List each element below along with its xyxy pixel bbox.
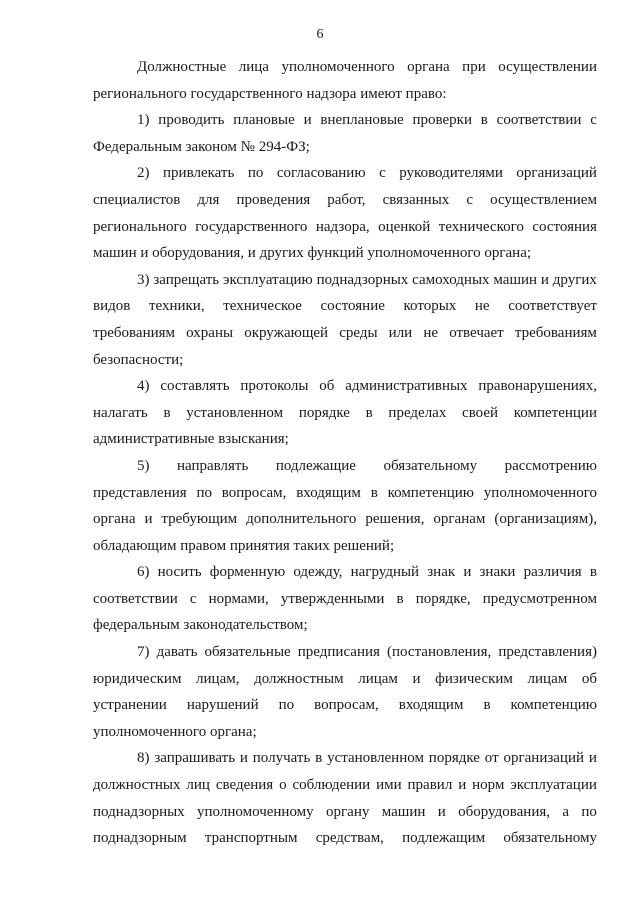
- word: проверки: [412, 112, 472, 129]
- text-line: регионального государственного надзора имеют право:: [93, 85, 447, 102]
- word: порядке,: [415, 590, 471, 607]
- word: плановые: [233, 112, 295, 129]
- word: налагать: [93, 404, 148, 421]
- text-line: [93, 187, 597, 214]
- word: о: [279, 777, 287, 794]
- word: (организациям),: [494, 511, 597, 528]
- word: по: [247, 165, 264, 182]
- word: по: [278, 697, 295, 714]
- word: 3): [137, 271, 150, 288]
- word: для: [197, 191, 220, 208]
- word: об: [581, 670, 597, 687]
- word: не: [423, 324, 439, 341]
- word: а: [562, 803, 570, 820]
- text-line: [93, 666, 597, 693]
- text-line: [93, 214, 597, 241]
- word: нарушений: [186, 697, 259, 714]
- word: специалистов: [93, 191, 181, 208]
- word: требующим: [161, 511, 238, 528]
- word: состояние: [320, 298, 385, 315]
- word: юридическим: [93, 670, 182, 687]
- word: 6): [137, 564, 150, 581]
- word: эксплуатацию: [223, 271, 313, 288]
- word: административных: [345, 378, 468, 395]
- word: давать: [156, 644, 198, 661]
- word: работ,: [327, 191, 366, 208]
- text-line: административные взыскания;: [93, 431, 289, 448]
- word: органам: [433, 511, 486, 528]
- word: знаки: [479, 564, 516, 581]
- text-line: [93, 639, 597, 666]
- paragraph-intro: [93, 54, 597, 107]
- text-line: [93, 293, 597, 320]
- word: технического: [438, 218, 524, 235]
- word: и: [458, 777, 467, 794]
- word: 2): [137, 165, 150, 182]
- word: органу: [326, 803, 370, 820]
- word: оборудования,: [458, 803, 550, 820]
- word: требованиям: [93, 324, 176, 341]
- word: в: [589, 564, 597, 581]
- word: правонарушениях,: [478, 378, 597, 395]
- paragraph-item-1: [93, 107, 597, 160]
- word: соответствии: [496, 112, 582, 129]
- word: оценкой: [378, 218, 431, 235]
- word: других: [552, 271, 597, 288]
- word: лиц: [186, 777, 210, 794]
- word: в: [370, 484, 378, 501]
- word: с: [590, 112, 597, 129]
- word: внеплановые: [320, 112, 404, 129]
- text-line: [93, 373, 597, 400]
- word: эксплуатации: [510, 777, 597, 794]
- word: нагрудный: [350, 564, 420, 581]
- word: и: [303, 112, 312, 129]
- word: надзора,: [315, 218, 370, 235]
- word: своей: [462, 404, 499, 421]
- word: 8): [137, 750, 150, 767]
- word: подлежащим: [402, 830, 486, 847]
- text-line: [93, 107, 597, 134]
- word: представления): [498, 644, 597, 661]
- word: установленном: [186, 404, 284, 421]
- paragraph-item-7: [93, 639, 597, 745]
- word: нормами,: [208, 590, 269, 607]
- word: лицам,: [196, 670, 240, 687]
- text-line: федеральным законодательством;: [93, 617, 308, 634]
- paragraph-item-8: [93, 745, 597, 851]
- word: техники,: [148, 298, 205, 315]
- word: от: [484, 750, 499, 767]
- word: поднадзорных: [93, 803, 185, 820]
- document-body: [93, 54, 597, 852]
- text-line: уполномоченного органа;: [93, 723, 257, 740]
- word: уполномоченному: [197, 803, 314, 820]
- word: с: [466, 191, 474, 208]
- word: 1): [137, 112, 150, 129]
- text-line: обладающим правом принятия таких решений;: [93, 537, 395, 554]
- word: согласованию: [276, 165, 366, 182]
- text-line: [93, 559, 597, 586]
- word: Должностные: [137, 59, 227, 75]
- word: требованиям: [514, 324, 597, 341]
- paragraph-item-2: [93, 160, 597, 266]
- word: направлять: [176, 457, 249, 474]
- text-line: [93, 453, 597, 480]
- word: техническое: [223, 298, 302, 315]
- text-line: [93, 320, 597, 347]
- word: подлежащие: [275, 457, 356, 474]
- word: форменную: [209, 564, 286, 581]
- paragraph-item-6: [93, 559, 597, 639]
- word: лицам: [358, 670, 398, 687]
- word: окружающей: [244, 324, 329, 341]
- paragraph-item-4: [93, 373, 597, 453]
- word: носить: [157, 564, 202, 581]
- word: установленном: [327, 750, 424, 767]
- word: проводить: [158, 112, 225, 129]
- word: осуществлением: [490, 191, 597, 208]
- word: среды: [339, 324, 378, 341]
- word: физическим: [435, 670, 513, 687]
- word: порядке: [428, 750, 480, 767]
- word: средствам,: [315, 830, 384, 847]
- word: и: [588, 750, 597, 767]
- text-line: [93, 799, 597, 826]
- word: машин: [381, 803, 426, 820]
- word: организаций: [503, 750, 585, 767]
- word: в: [365, 404, 373, 421]
- word: об: [319, 378, 335, 395]
- paragraph-item-5: [93, 453, 597, 559]
- word: видов: [93, 298, 131, 315]
- word: получать: [252, 750, 311, 767]
- word: и: [239, 750, 248, 767]
- word: знак: [427, 564, 456, 581]
- word: компетенцию: [510, 697, 597, 714]
- word: государственного: [195, 218, 308, 235]
- word: регионального: [93, 218, 187, 235]
- word: в: [483, 697, 491, 714]
- word: и: [540, 271, 549, 288]
- text-line: [93, 506, 597, 533]
- word: состояния: [532, 218, 597, 235]
- word: и: [463, 564, 472, 581]
- word: уполномоченного: [281, 59, 395, 75]
- word: запрашивать: [154, 750, 236, 767]
- word: лицам: [527, 670, 568, 687]
- word: (постановления,: [387, 644, 492, 661]
- word: норм: [472, 777, 505, 794]
- text-line: [93, 400, 597, 427]
- word: охраны: [186, 324, 234, 341]
- word: 4): [137, 378, 150, 395]
- word: правил: [407, 777, 453, 794]
- word: одежду,: [293, 564, 343, 581]
- word: органа: [93, 511, 136, 528]
- text-line: [93, 745, 597, 772]
- word: в: [396, 590, 404, 607]
- text-line: [93, 267, 597, 294]
- word: составлять: [160, 378, 230, 395]
- word: компетенцию: [387, 484, 474, 501]
- word: устранении: [93, 697, 167, 714]
- text-line: [93, 772, 597, 799]
- word: уполномоченного: [483, 484, 597, 501]
- text-line: [93, 54, 597, 81]
- word: которых: [403, 298, 457, 315]
- word: порядке: [298, 404, 350, 421]
- word: привлекать: [163, 165, 235, 182]
- paragraph-item-3: [93, 267, 597, 373]
- word: компетенции: [513, 404, 597, 421]
- word: в: [163, 404, 171, 421]
- word: вопросам,: [221, 484, 287, 501]
- word: осуществлении: [498, 59, 597, 75]
- word: и: [412, 670, 421, 687]
- word: 7): [137, 644, 150, 661]
- text-line: [93, 692, 597, 719]
- word: и: [144, 511, 153, 528]
- word: обязательные: [204, 644, 291, 661]
- word: или: [388, 324, 413, 341]
- word: пределах: [388, 404, 447, 421]
- word: рассмотрению: [504, 457, 597, 474]
- word: не: [474, 298, 490, 315]
- word: сведения: [215, 777, 274, 794]
- word: с: [189, 590, 197, 607]
- word: по: [196, 484, 212, 501]
- word: в: [315, 750, 323, 767]
- word: предписания: [297, 644, 380, 661]
- word: вопросам,: [314, 697, 379, 714]
- word: 5): [137, 457, 150, 474]
- word: соответствует: [508, 298, 597, 315]
- word: руководителями: [399, 165, 503, 182]
- word: запрещать: [153, 271, 220, 288]
- word: машин: [493, 271, 538, 288]
- word: дополнительного: [246, 511, 357, 528]
- word: ими: [376, 777, 402, 794]
- word: поднадзорных: [316, 271, 409, 288]
- word: лица: [238, 59, 269, 75]
- word: соблюдении: [292, 777, 371, 794]
- word: отвечает: [449, 324, 504, 341]
- word: в: [480, 112, 488, 129]
- word: должностным: [254, 670, 344, 687]
- word: представления: [93, 484, 187, 501]
- word: органа: [407, 59, 450, 75]
- word: самоходных: [412, 271, 490, 288]
- word: обязательному: [503, 830, 597, 847]
- word: соответствии: [93, 590, 178, 607]
- word: протоколы: [240, 378, 309, 395]
- text-line: Федеральным законом № 294-ФЗ;: [93, 138, 310, 155]
- word: утвержденными: [280, 590, 385, 607]
- word: и: [437, 803, 446, 820]
- word: предусмотренном: [482, 590, 597, 607]
- word: различия: [523, 564, 582, 581]
- text-line: [93, 160, 597, 187]
- word: решения,: [365, 511, 425, 528]
- text-line: [93, 586, 597, 613]
- text-line: безопасности;: [93, 351, 184, 368]
- text-line: [93, 825, 597, 852]
- word: входящим: [398, 697, 464, 714]
- text-line: [93, 480, 597, 507]
- word: связанных: [382, 191, 450, 208]
- text-line: машин и оборудования, и других функций уполномоченного органа;: [93, 245, 532, 262]
- page-number: 6: [316, 27, 324, 42]
- word: поднадзорным: [93, 830, 187, 847]
- word: организаций: [516, 165, 597, 182]
- word: при: [462, 59, 486, 75]
- word: с: [379, 165, 386, 182]
- word: входящим: [296, 484, 361, 501]
- word: по: [581, 803, 597, 820]
- word: должностных: [93, 777, 181, 794]
- word: проведения: [236, 191, 311, 208]
- word: обязательному: [383, 457, 478, 474]
- word: транспортным: [204, 830, 298, 847]
